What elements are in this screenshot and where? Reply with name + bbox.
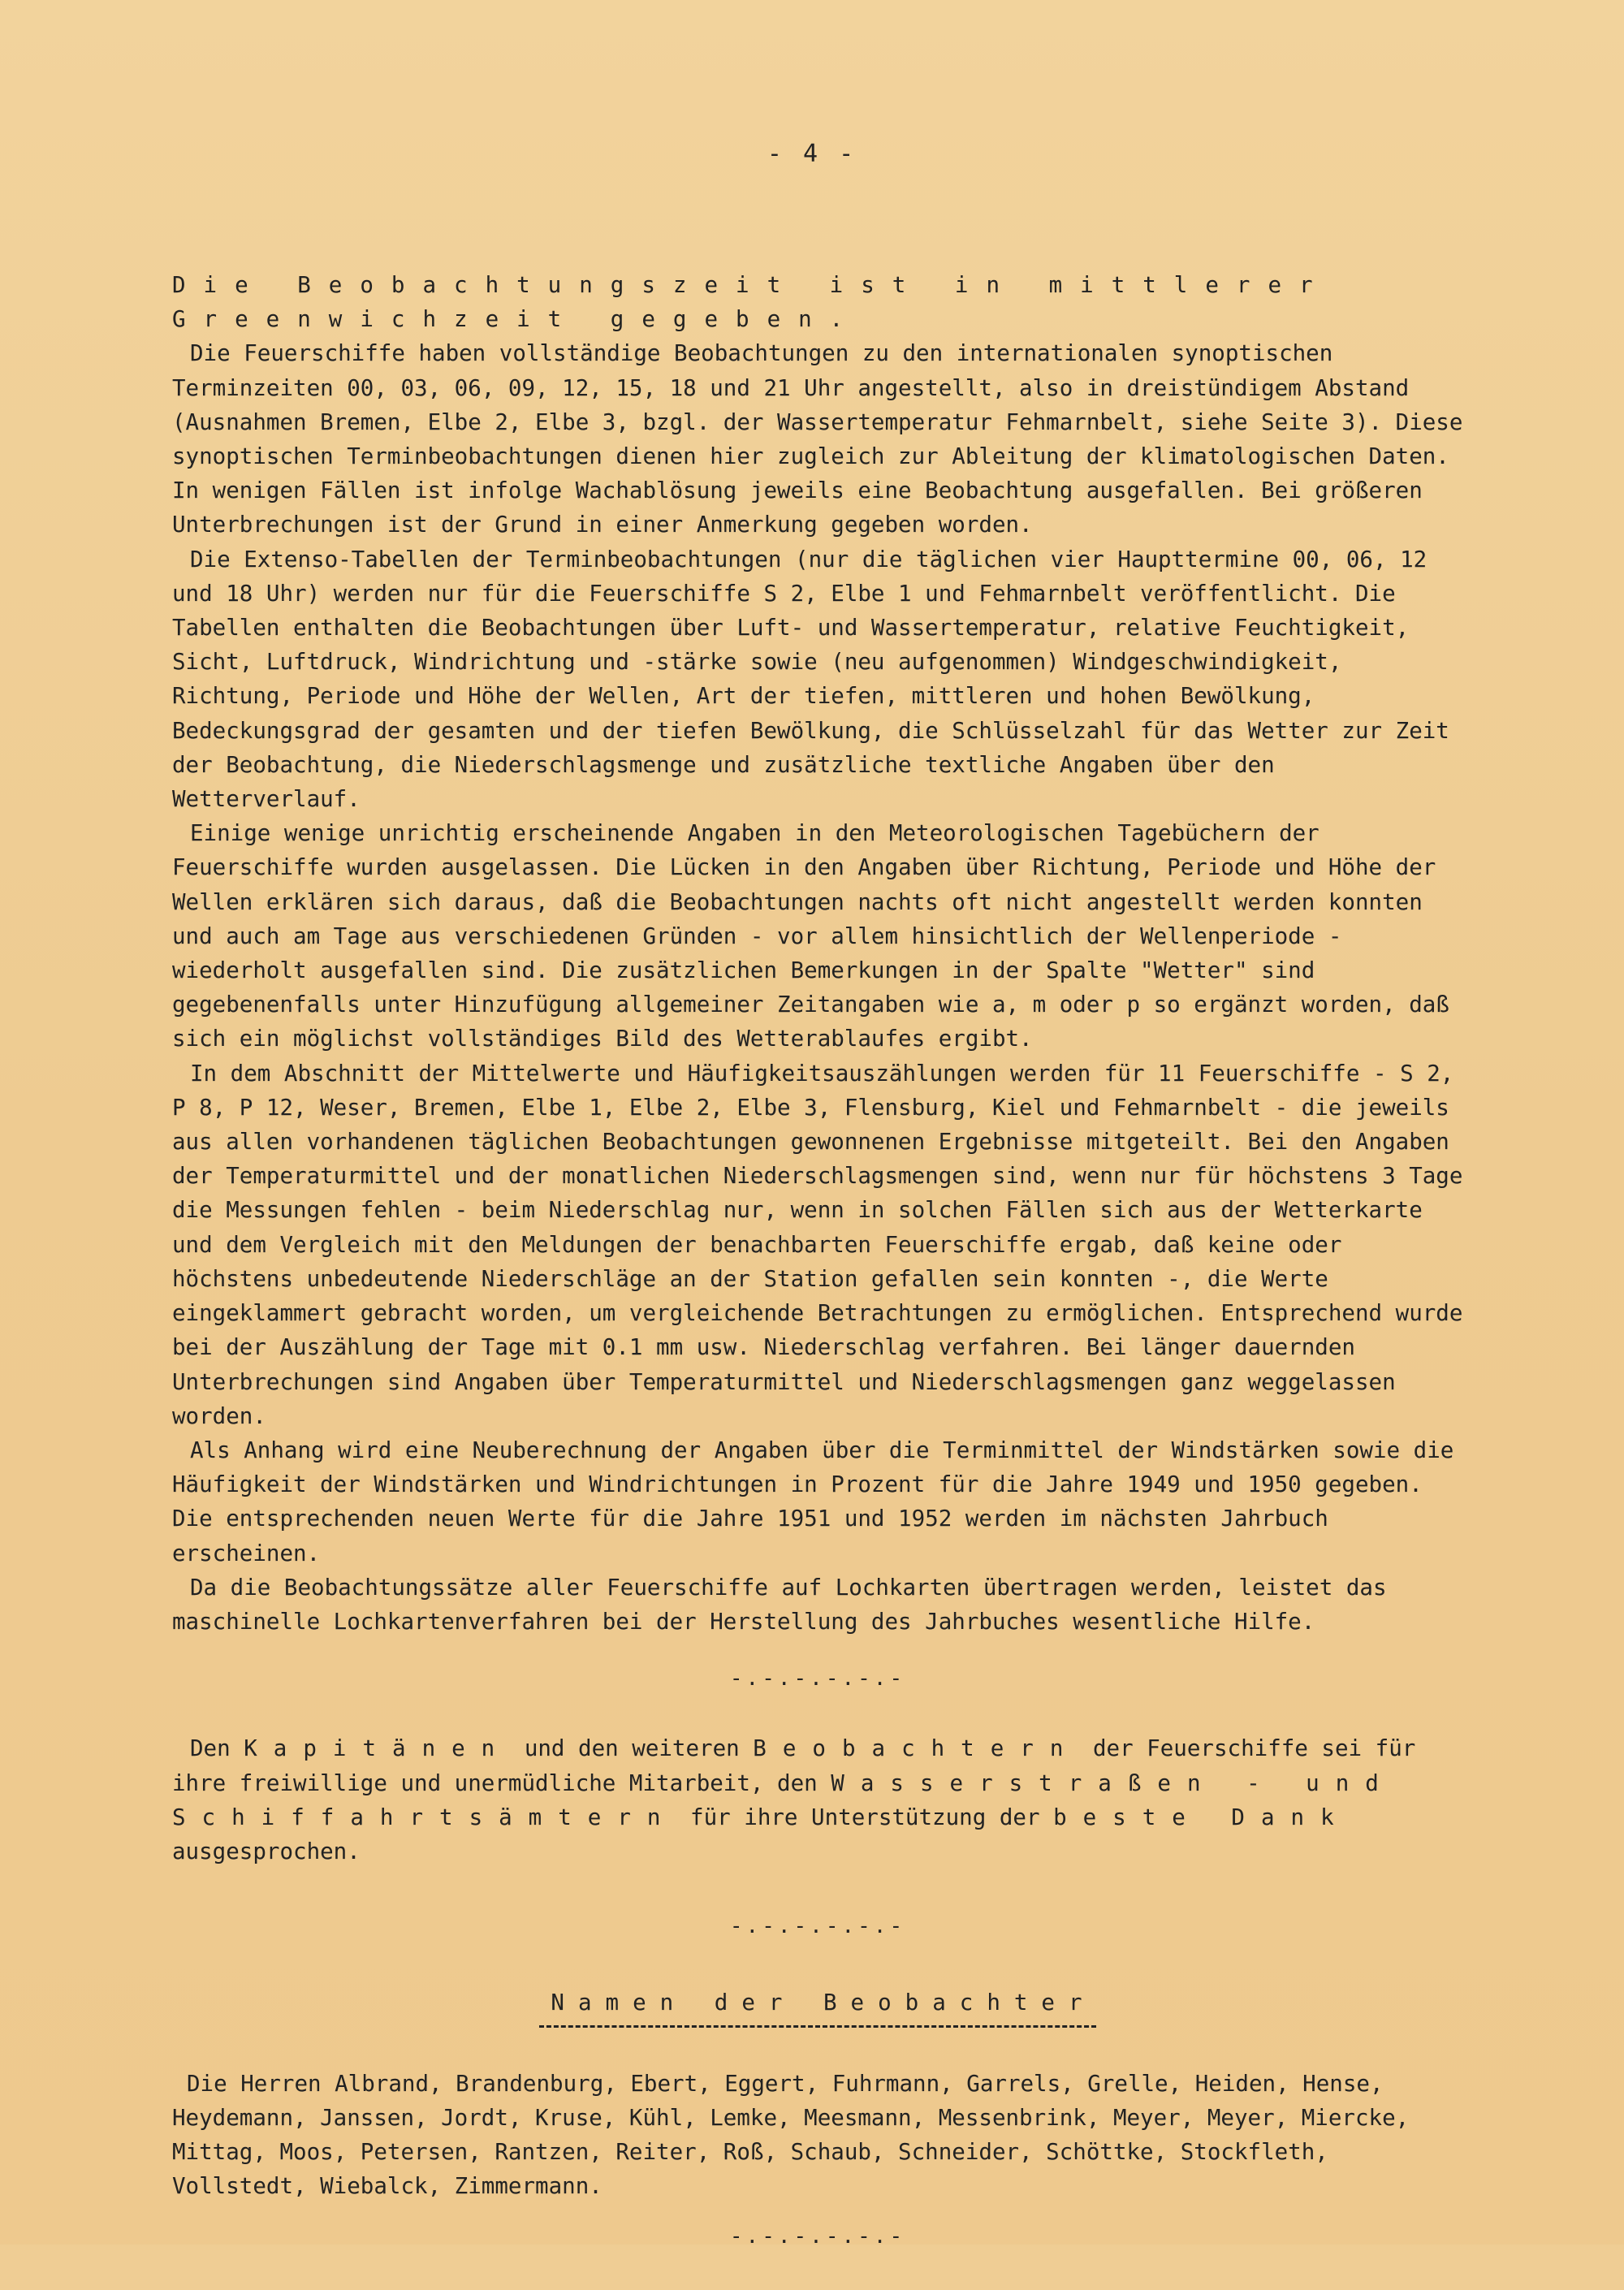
ack-beste-dank: beste Dank xyxy=(1053,1804,1350,1830)
paragraph: Die Extenso-Tabellen der Terminbeobachtungen (nur die täglichen vier Haupttermine 00, 06, 12 und 18 Uhr) werden nur für die Feuerschiffe S 2, Elbe 1 und Fehmarnbelt veröffentlicht. Die Tabellen enthalten die Beobachtungen über Luft- und Wassertemperatur, relative Feuchtigkeit, Sicht, Luftdruck, Windrichtung und -stärke sowie (neu aufgenommen) Windgeschwindigkeit, Richtung, Periode und Höhe der Wellen, Art der tiefen, mittleren und hohen Bewölkung, Bedeckungsgrad der gesamten und der tiefen Bewölkung, die Schlüsselzahl für das Wetter zur Zeit der Beobachtung, die Niederschlagsmenge und zusätzliche textliche Angaben über den Wetterverlauf. xyxy=(172,546,1449,813)
ack-wsa: Wasserstraßen - und Schiffahrtsämtern xyxy=(172,1769,1395,1830)
document-body xyxy=(172,268,1463,2290)
separator: -.-.-.-.-.- xyxy=(729,2224,906,2249)
separator: -.-.-.-.-.- xyxy=(729,1914,906,1939)
observers-heading: Namen der Beobachter xyxy=(539,1985,1095,2027)
observers-list: Die Herren Albrand, Brandenburg, Ebert, Eggert, Fuhrmann, Garrels, Grelle, Heiden, Hense, Heydemann, Janssen, Jordt, Kruse, Kühl, Lemke, Meesmann, Messenbrink, Meyer, Meyer, Miercke, Mittag, Moos, Petersen, Rantzen, Reiter, Roß, Schaub, Schneider, Schöttke, Stockfleth, Vollstedt, Wiebalck, Zimmermann. xyxy=(172,2070,1410,2200)
paragraph: Als Anhang wird eine Neuberechnung der Angaben über die Terminmittel der Windstärken sowie die Häufigkeit der Windstärken und Windrichtungen in Prozent für die Jahre 1949 und 1950 gegeben. Die entsprechenden neuen Werte für die Jahre 1951 und 1952 werden im nächsten Jahrbuch erscheinen. xyxy=(172,1437,1454,1566)
observers-heading-wrap xyxy=(172,1985,1463,2027)
page-number: - 4 - xyxy=(767,140,857,168)
acknowledgement xyxy=(172,1731,1463,1869)
ack-text: ausgesprochen. xyxy=(172,1838,361,1864)
ack-text: und den weiteren xyxy=(524,1735,740,1762)
paragraph: In dem Abschnitt der Mittelwerte und Häufigkeitsauszählungen werden für 11 Feuerschiffe - S 2, P 8, P 12, Weser, Bremen, Elbe 1, Elbe 2, Elbe 3, Flensburg, Kiel und Fehmarnbelt - die jeweils aus allen vorhandenen täglichen Beobachtungen gewonnenen Ergebnisse mitgeteilt. Bei den Angaben der Temperaturmittel und der monatlichen Niederschlagsmengen sind, wenn nur für höchstens 3 Tage die Messungen fehlen - beim Niederschlag nur, wenn in solchen Fällen sich aus der Wetterkarte und dem Vergleich mit den Meldungen der benachbarten Feuerschiffe ergab, daß keine oder höchstens unbedeutende Niederschläge an der Station gefallen sein konnten -, die Werte eingeklammert gebracht worden, um vergleichende Betrachtungen zu ermöglichen. Entsprechend wurde bei der Auszählung der Tage mit 0.1 mm usw. Niederschlag verfahren. Bei länger dauernden Unterbrechungen sind Angaben über Temperaturmittel und Niederschlagsmengen ganz weggelassen worden. xyxy=(172,1060,1463,1429)
ack-beobachtern: Beobachtern xyxy=(753,1735,1080,1762)
ack-kapitaenen: Kapitänen xyxy=(244,1735,512,1762)
ack-text: der Feuerschiffe sei für ihre freiwillige und unermüdliche Mitarbeit, den xyxy=(172,1735,1416,1796)
intro-statement: Die Beobachtungszeit ist in mittlerer Greenwichzeit gegeben. xyxy=(172,272,1331,333)
ack-text: Den xyxy=(190,1735,231,1762)
ack-text: für ihre Unterstützung der xyxy=(690,1804,1040,1830)
separator: -.-.-.-.-.- xyxy=(729,1666,906,1692)
paragraph: Da die Beobachtungssätze aller Feuerschiffe auf Lochkarten übertragen werden, leistet das maschinelle Lochkartenverfahren bei der Herstellung des Jahrbuches wesentliche Hilfe. xyxy=(172,1574,1387,1635)
paragraph: Die Feuerschiffe haben vollständige Beobachtungen zu den internationalen synoptischen Terminzeiten 00, 03, 06, 09, 12, 15, 18 und 21 Uhr angestellt, also in dreistündigem Abstand (Ausnahmen Bremen, Elbe 2, Elbe 3, bzgl. der Wassertemperatur Fehmarnbelt, siehe Seite 3). Diese synoptischen Terminbeobachtungen dienen hier zugleich zur Ableitung der klimatologischen Daten. In wenigen Fällen ist infolge Wachablösung jeweils eine Beobachtung ausgefallen. Bei größeren Unterbrechungen ist der Grund in einer Anmerkung gegeben worden. xyxy=(172,340,1463,538)
paragraph: Einige wenige unrichtig erscheinende Angaben in den Meteorologischen Tagebüchern der Feuerschiffe wurden ausgelassen. Die Lücken in den Angaben über Richtung, Periode und Höhe der Wellen erklären sich daraus, daß die Beobachtungen nachts oft nicht angestellt werden konnten und auch am Tage aus verschiedenen Gründen - vor allem hinsichtlich der Wellenperiode - wiederholt ausgefallen sind. Die zusätzlichen Bemerkungen in der Spalte "Wetter" sind gegebenenfalls unter Hinzufügung allgemeiner Zeitangaben wie a, m oder p so ergänzt worden, daß sich ein möglichst vollständiges Bild des Wetterablaufes ergibt. xyxy=(172,820,1449,1052)
